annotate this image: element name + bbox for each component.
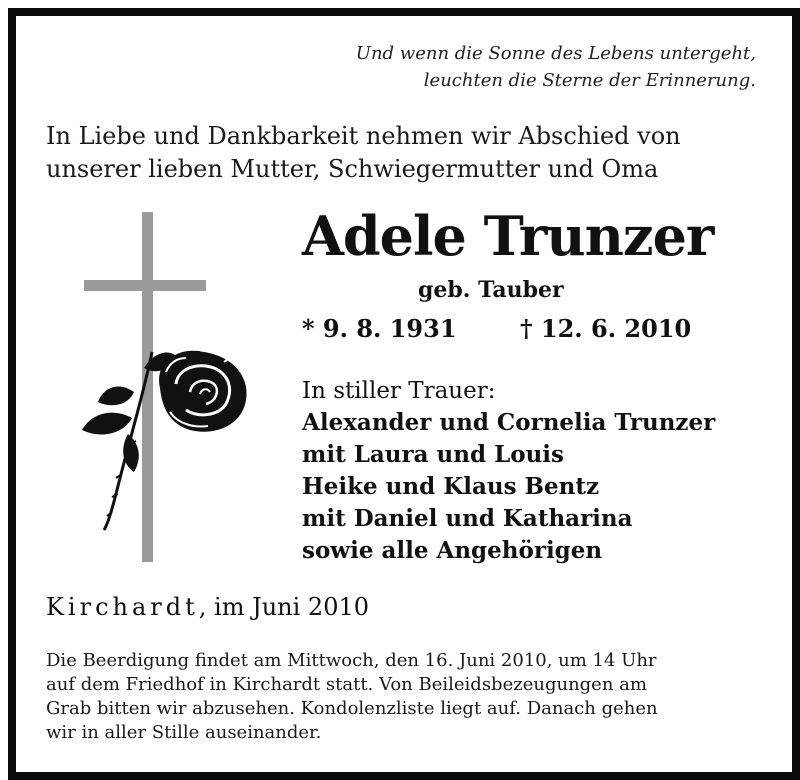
notice-line: wir in aller Stille auseinander. [46,722,322,743]
birth-date: * 9. 8. 1931 [302,314,457,343]
mourner-line: Alexander und Cornelia Trunzer [302,409,716,436]
maiden-name: geb. Tauber [418,277,564,303]
notice-line: Die Beerdigung findet am Mittwoch, den 16. Juni 2010, um 14 Uhr [46,650,657,671]
mourners-heading: In stiller Trauer: [302,378,496,404]
obituary-frame [8,8,800,780]
intro-line-2: unserer lieben Mutter, Schwiegermutter und Oma [46,155,659,183]
place-and-date [46,593,369,621]
intro-line-1: In Liebe und Dankbarkeit nehmen wir Abschied von [46,122,681,150]
motto-line-1: Und wenn die Sonne des Lebens untergeht, [355,43,756,64]
mourners-block [302,375,715,567]
notice-line: Grab bitten wir abzusehen. Kondolenzliste liegt auf. Danach gehen [46,698,658,719]
mourner-line: Heike und Klaus Bentz [302,473,600,500]
cross-horizontal-beam [84,280,206,291]
mourner-line: sowie alle Angehörigen [302,537,603,564]
notice-line: auf dem Friedhof in Kirchardt statt. Von Beileidsbezeugungen am [46,674,647,695]
intro-text [46,120,776,186]
deceased-name: Adele Trunzer [302,204,714,268]
funeral-notice [46,649,776,745]
place-date: , im Juni 2010 [198,593,370,621]
death-date: † 12. 6. 2010 [520,314,692,343]
mourner-line: mit Daniel und Katharina [302,505,633,532]
mourner-line: mit Laura und Louis [302,441,564,468]
place-town: Kirchardt [46,593,199,621]
motto-quote [356,40,756,94]
cross-with-rose-icon [74,212,274,572]
motto-line-2: leuchten die Sterne der Erinnerung. [423,70,756,91]
